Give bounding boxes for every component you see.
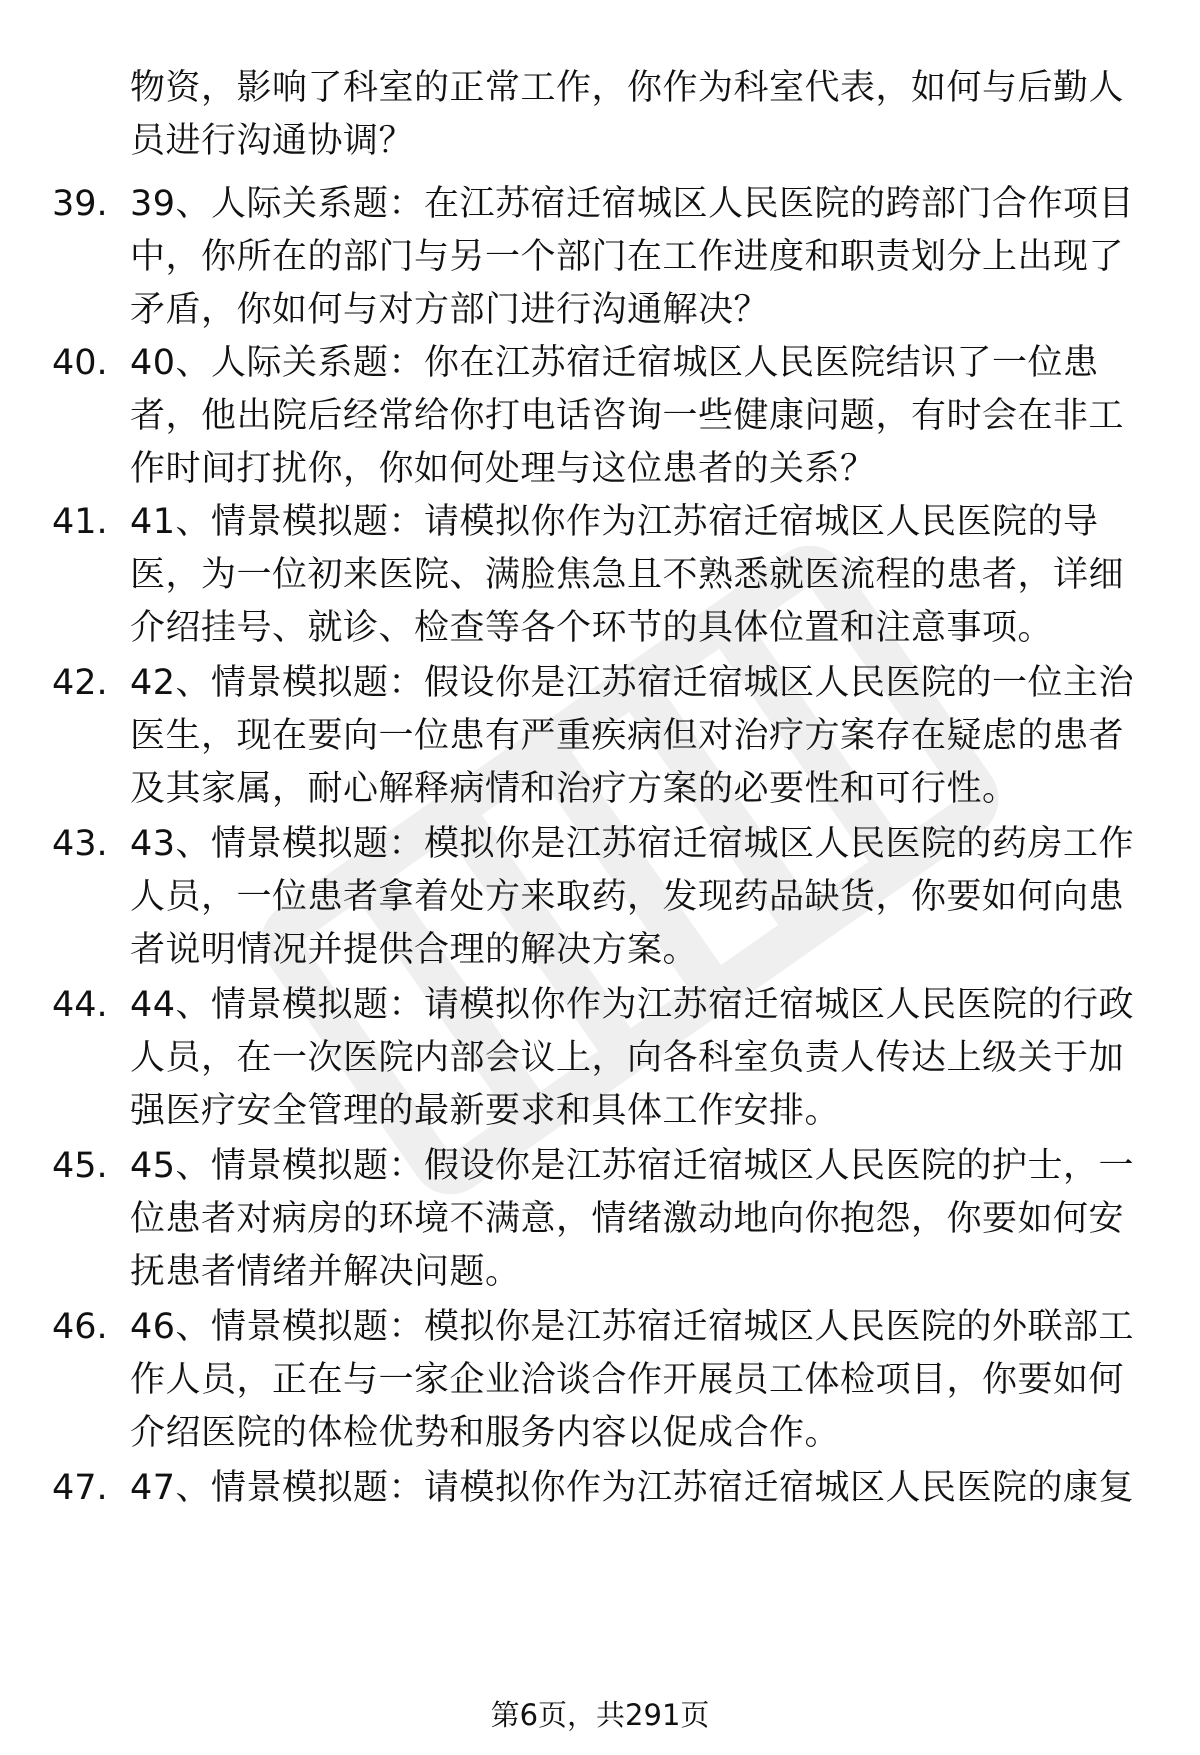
item-number: 42.	[52, 663, 108, 703]
item-text: 39、人际关系题：在江苏宿迁宿城区人民医院的跨部门合作项目中，你所在的部门与另一个部门在工作进度和职责划分上出现了矛盾，你如何与对方部门进行沟通解决？	[130, 184, 1135, 330]
item-text: 45、情景模拟题：假设你是江苏宿迁宿城区人民医院的护士，一位患者对病房的环境不满意，情绪激动地向你抱怨，你要如何安抚患者情绪并解决问题。	[130, 1146, 1135, 1292]
item-number: 40.	[52, 343, 108, 383]
item-number: 41.	[52, 502, 108, 542]
item-number: 43.	[52, 824, 108, 864]
item-number: 46.	[52, 1307, 108, 1347]
page-footer: 第6页，共291页	[490, 1698, 710, 1732]
item-text: 41、情景模拟题：请模拟你作为江苏宿迁宿城区人民医院的导医，为一位初来医院、满脸焦急且不熟悉就医流程的患者，详细介绍挂号、就诊、检查等各个环节的具体位置和注意事项。	[130, 502, 1125, 648]
item-text: 40、人际关系题：你在江苏宿迁宿城区人民医院结识了一位患者，他出院后经常给你打电话咨询一些健康问题，有时会在非工作时间打扰你，你如何处理与这位患者的关系？	[130, 343, 1125, 489]
continued-question-text: 物资，影响了科室的正常工作，你作为科室代表，如何与后勤人员进行沟通协调？	[130, 68, 1125, 161]
item-text: 43、情景模拟题：模拟你是江苏宿迁宿城区人民医院的药房工作人员，一位患者拿着处方来取药，发现药品缺货，你要如何向患者说明情况并提供合理的解决方案。	[130, 824, 1135, 970]
item-text: 42、情景模拟题：假设你是江苏宿迁宿城区人民医院的一位主治医生，现在要向一位患有严重疾病但对治疗方案存在疑虑的患者及其家属，耐心解释病情和治疗方案的必要性和可行性。	[130, 663, 1135, 809]
item-number: 47.	[52, 1468, 108, 1508]
item-number: 39.	[52, 184, 108, 224]
item-text: 47、情景模拟题：请模拟你作为江苏宿迁宿城区人民医院的康复	[130, 1468, 1135, 1508]
item-text: 44、情景模拟题：请模拟你作为江苏宿迁宿城区人民医院的行政人员，在一次医院内部会议上，向各科室负责人传达上级关于加强医疗安全管理的最新要求和具体工作安排。	[130, 985, 1135, 1131]
item-number: 45.	[52, 1146, 108, 1186]
item-number: 44.	[52, 985, 108, 1025]
item-text: 46、情景模拟题：模拟你是江苏宿迁宿城区人民医院的外联部工作人员，正在与一家企业洽谈合作开展员工体检项目，你要如何介绍医院的体检优势和服务内容以促成合作。	[130, 1307, 1135, 1453]
